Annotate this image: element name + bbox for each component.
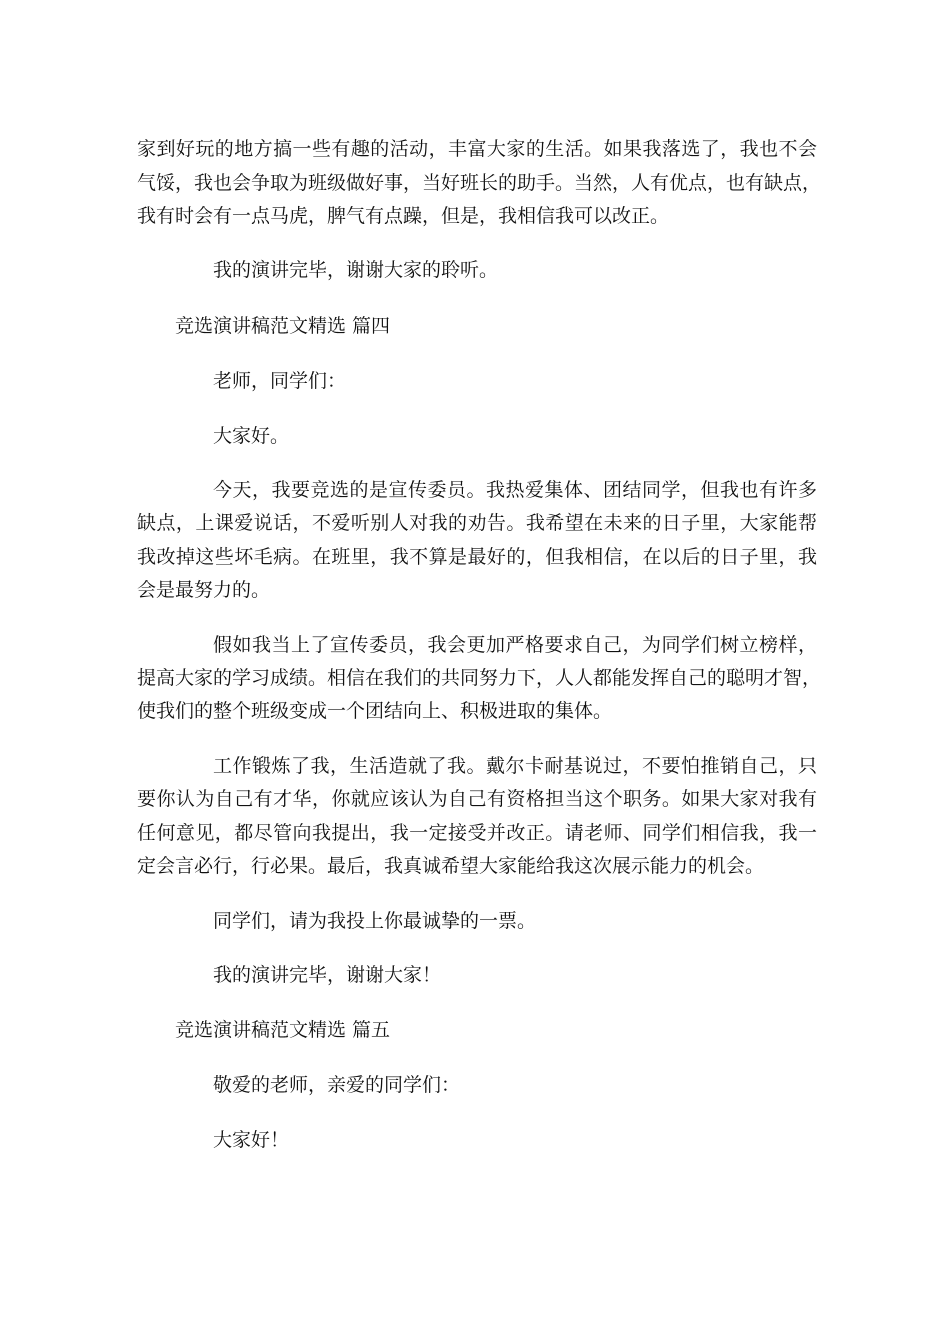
paragraph-line: 气馁，我也会争取为班级做好事，当好班长的助手。当然，人有优点，也有缺点， (137, 172, 822, 194)
paragraph-line: 同学们，请为我投上你最诚挚的一票。 (213, 910, 537, 932)
paragraph-line: 要你认为自己有才华，你就应该认为自己有资格担当这个职务。如果大家对我有 (137, 788, 817, 810)
paragraph-line: 假如我当上了宣传委员，我会更加严格要求自己，为同学们树立榜样， (213, 634, 817, 656)
section-heading-4: 竞选演讲稿范文精选 篇四 (175, 315, 391, 337)
paragraph-line: 定会言必行，行必果。最后，我真诚希望大家能给我这次展示能力的机会。 (137, 855, 765, 877)
greeting: 大家好！ (213, 1129, 290, 1151)
paragraph-line: 我有时会有一点马虎，脾气有点躁，但是，我相信我可以改正。 (137, 205, 670, 227)
salutation: 敬爱的老师，亲爱的同学们： (213, 1074, 461, 1096)
paragraph-line: 会是最努力的。 (137, 579, 271, 601)
paragraph-line: 任何意见，都尽管向我提出，我一定接受并改正。请老师、同学们相信我，我一 (137, 822, 817, 844)
paragraph-line: 家到好玩的地方搞一些有趣的活动，丰富大家的生活。如果我落选了，我也不会 (137, 138, 817, 160)
paragraph-line: 我改掉这些坏毛病。在班里，我不算是最好的，但我相信，在以后的日子里，我 (137, 546, 817, 568)
paragraph-line: 今天，我要竞选的是宣传委员。我热爱集体、团结同学，但我也有许多 (213, 479, 817, 501)
paragraph-line: 使我们的整个班级变成一个团结向上、积极进取的集体。 (137, 700, 613, 722)
closing-line: 我的演讲完毕，谢谢大家的聆听。 (213, 259, 499, 281)
paragraph-line: 工作锻炼了我，生活造就了我。戴尔卡耐基说过，不要怕推销自己，只 (213, 755, 817, 777)
paragraph-line: 缺点，上课爱说话，不爱听别人对我的劝告。我希望在未来的日子里，大家能帮 (137, 512, 817, 534)
greeting: 大家好。 (213, 425, 290, 447)
salutation: 老师，同学们： (213, 370, 347, 392)
section-heading-5: 竞选演讲稿范文精选 篇五 (175, 1019, 391, 1041)
closing-line: 我的演讲完毕，谢谢大家！ (213, 964, 442, 986)
paragraph-line: 提高大家的学习成绩。相信在我们的共同努力下，人人都能发挥自己的聪明才智， (137, 667, 822, 689)
